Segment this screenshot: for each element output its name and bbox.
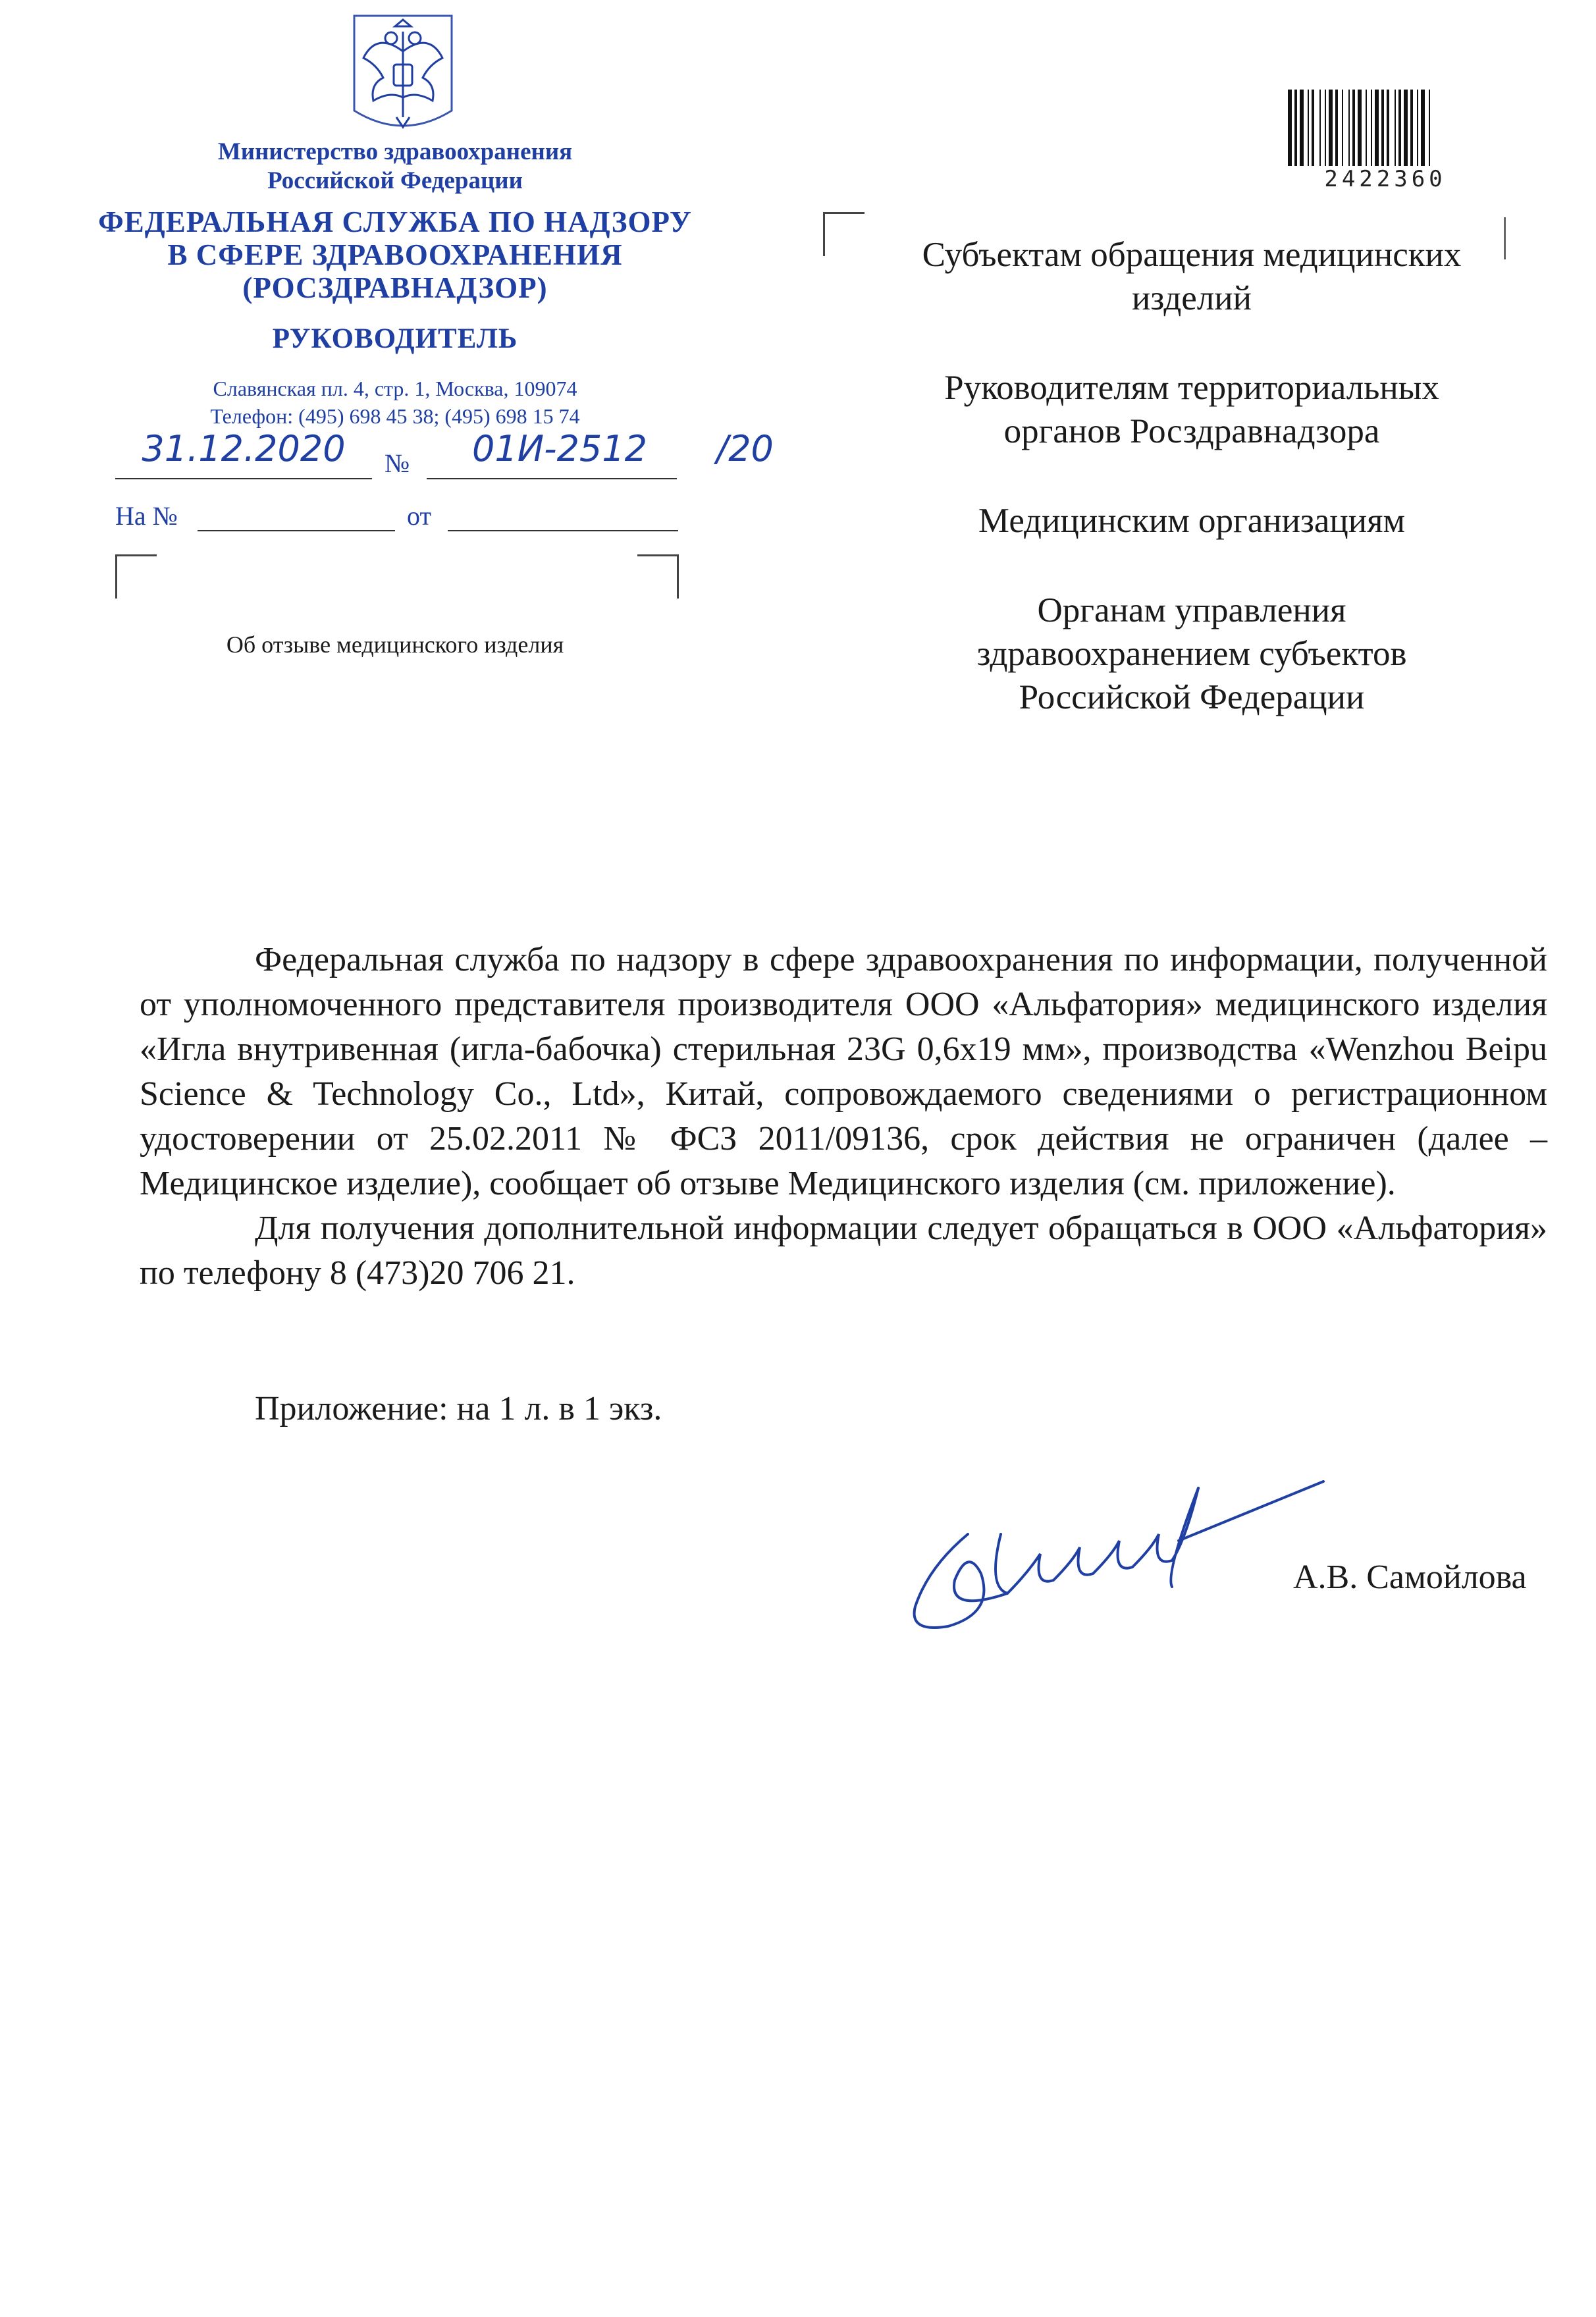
barcode-bar	[1429, 90, 1430, 166]
recipient-corner-left	[823, 212, 864, 256]
barcode-bar	[1395, 90, 1396, 166]
outgoing-number-suffix: /20	[716, 428, 774, 469]
coat-of-arms-emblem	[350, 12, 456, 134]
outgoing-date: 31.12.2020	[142, 428, 346, 469]
letter-subject: Об отзыве медицинского изделия	[226, 631, 564, 658]
corner-mark-left	[115, 554, 157, 599]
barcode-bar	[1398, 90, 1401, 166]
phone: Телефон: (495) 698 45 38; (495) 698 15 74	[210, 404, 580, 428]
number-sign: №	[385, 448, 410, 478]
service-name-line3: (РОСЗДРАВНАДЗОР)	[242, 271, 548, 304]
body-paragraph-1: Федеральная служба по надзору в сфере здравоохранения по информации, полученной от уполномоченного представителя производителя ООО «Альфатория» медицинского изделия «Игла внутривенная (игла-бабочка) стерильная 23G 0,6x19 мм», производства «Wenzhou Beipu Science & Technology Co., Ltd», Китай, сопровождаемого сведениями о регистрационном удостоверении от 25.02.2011 № ФСЗ 2011/09136, срок действия не ограничен (далее – Медицинское изделие), сообщает об отзыве Медицинского изделия (см. приложение).	[140, 941, 1547, 1202]
recipient-2: Руководителям территориальных органов Росздравнадзора	[944, 369, 1439, 450]
recipient-3: Медицинским организациям	[978, 502, 1406, 540]
barcode-bar	[1375, 90, 1379, 166]
reference-number-label: На №	[115, 501, 178, 531]
barcode-bar	[1358, 90, 1362, 166]
barcode-bar	[1366, 90, 1367, 166]
barcode-bar	[1300, 90, 1304, 166]
barcode-number: 2422360	[1324, 166, 1447, 192]
barcode-bar	[1335, 90, 1338, 166]
barcode-bar	[1410, 90, 1413, 166]
recipient-4: Органам управления здравоохранением субъектов Российской Федерации	[976, 591, 1407, 716]
barcode-bar	[1348, 90, 1350, 166]
barcode-bar	[1404, 90, 1408, 166]
barcode-bar	[1312, 90, 1314, 166]
barcode-bar	[1308, 90, 1309, 166]
letter-body	[140, 938, 1547, 1296]
reference-date-line	[448, 530, 678, 531]
reference-number-line	[198, 530, 395, 531]
address: Славянская пл. 4, стр. 1, Москва, 109074	[213, 377, 577, 400]
barcode-bar	[1371, 90, 1372, 166]
service-name-line1: ФЕДЕРАЛЬНАЯ СЛУЖБА ПО НАДЗОРУ	[98, 205, 692, 238]
position-title: РУКОВОДИТЕЛЬ	[272, 323, 518, 354]
barcode-bar	[1319, 90, 1321, 166]
barcode-bar	[1325, 90, 1326, 166]
ministry-name-line1: Министерство здравоохранения	[217, 138, 573, 165]
barcode-bar	[1288, 90, 1292, 166]
date-underline	[115, 478, 372, 479]
attachment-note: Приложение: на 1 л. в 1 экз.	[255, 1390, 662, 1427]
recipients-block	[909, 233, 1475, 765]
recipient-1: Субъектам обращения медицинских изделий	[922, 236, 1462, 317]
ministry-name-line2: Российской Федерации	[267, 167, 523, 194]
barcode	[1287, 90, 1484, 166]
barcode-bar	[1294, 90, 1297, 166]
outgoing-number: 01И-2512	[471, 428, 648, 469]
recipient-corner-right	[1504, 217, 1506, 259]
barcode-bar	[1329, 90, 1333, 166]
service-name-line2: В СФЕРЕ ЗДРАВООХРАНЕНИЯ	[167, 238, 623, 271]
barcode-bar	[1417, 90, 1418, 166]
corner-mark-right	[637, 554, 679, 599]
barcode-bar	[1387, 90, 1389, 166]
barcode-bar	[1421, 90, 1425, 166]
signatory-name: А.В. Самойлова	[1293, 1558, 1527, 1596]
number-underline	[427, 478, 677, 479]
barcode-bar	[1352, 90, 1355, 166]
handwritten-signature	[902, 1462, 1337, 1646]
barcode-bar	[1381, 90, 1384, 166]
reference-date-label: от	[407, 501, 431, 531]
barcode-bar	[1342, 90, 1343, 166]
body-paragraph-2: Для получения дополнительной информации следует обращаться в ООО «Альфатория» по телефону 8 (473)20 706 21.	[140, 1210, 1547, 1292]
